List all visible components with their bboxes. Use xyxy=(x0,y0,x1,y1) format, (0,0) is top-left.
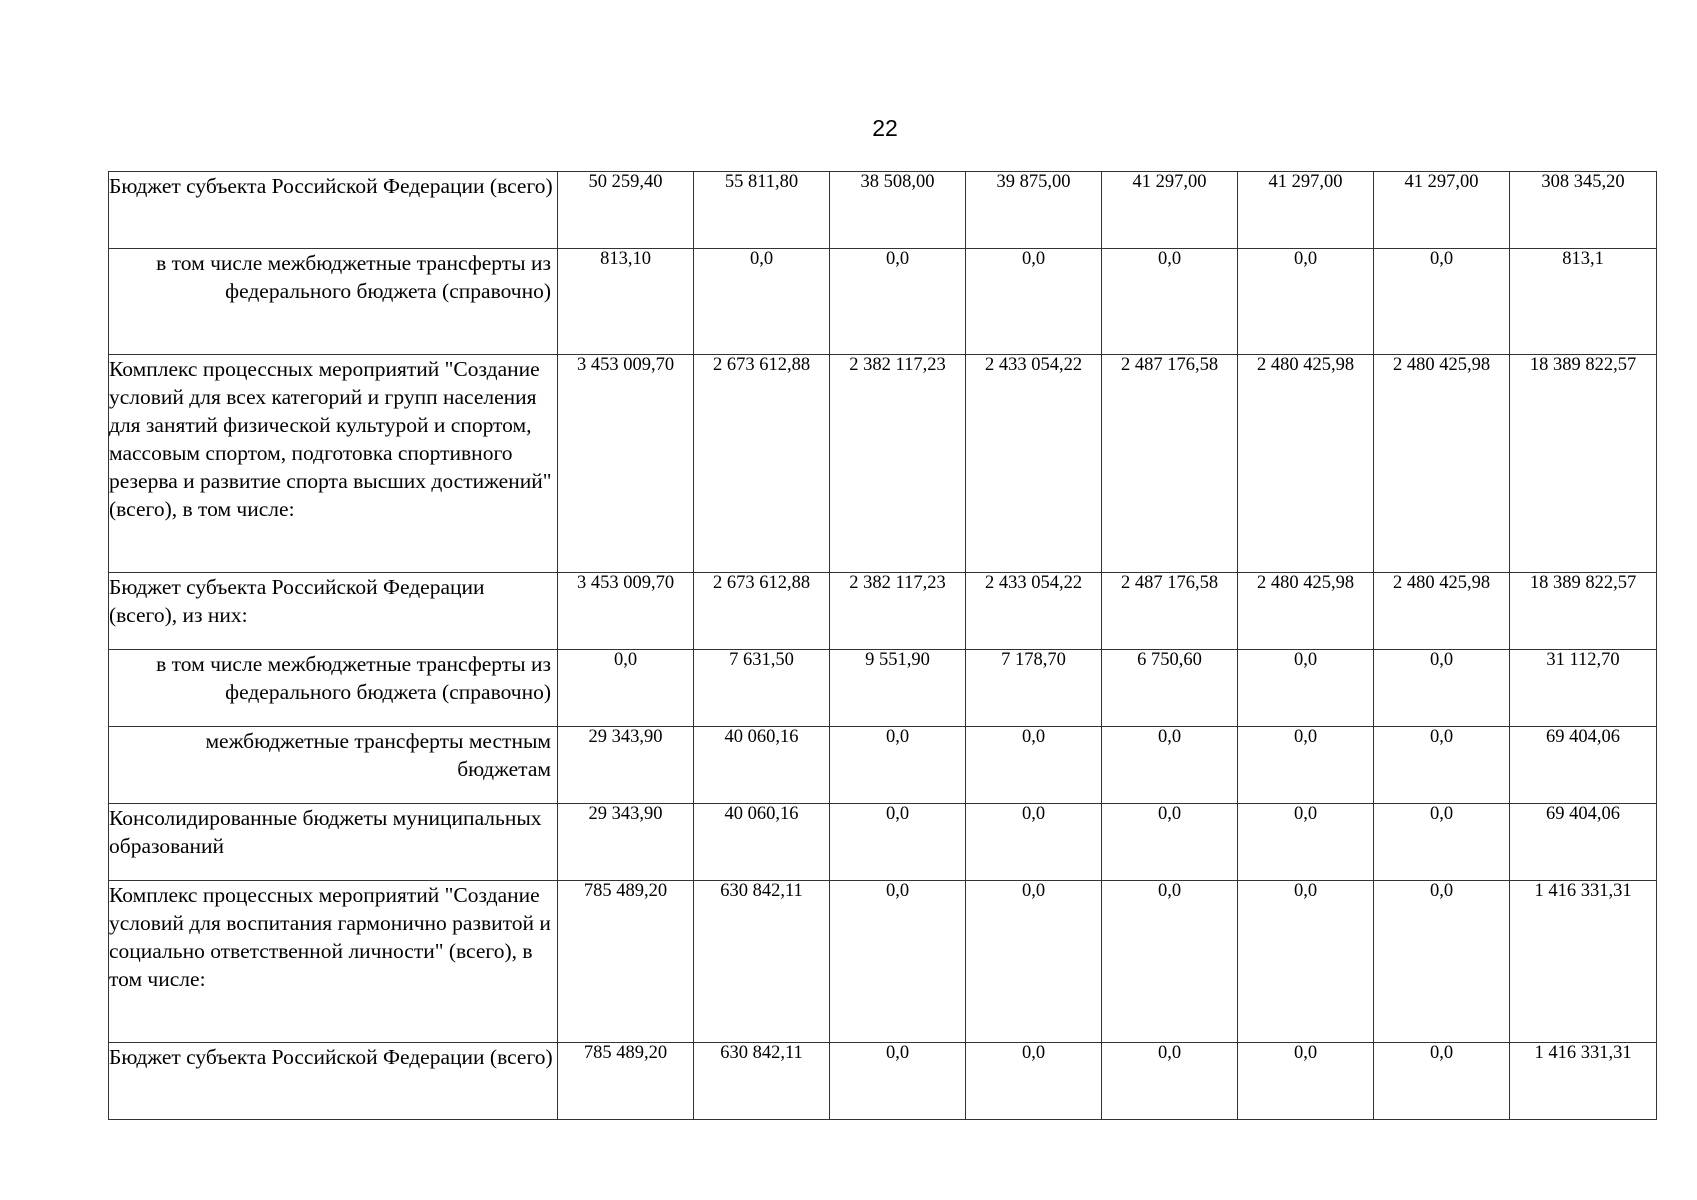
value-cell: 2 433 054,22 xyxy=(966,573,1102,650)
value-cell: 18 389 822,57 xyxy=(1510,355,1657,573)
value-cell: 39 875,00 xyxy=(966,172,1102,249)
value-cell: 785 489,20 xyxy=(558,1043,694,1120)
value-cell: 40 060,16 xyxy=(694,804,830,881)
value-cell: 3 453 009,70 xyxy=(558,573,694,650)
value-cell: 9 551,90 xyxy=(830,650,966,727)
row-label: Консолидированные бюджеты муниципальных образований xyxy=(109,804,558,881)
value-cell: 785 489,20 xyxy=(558,881,694,1043)
value-cell: 55 811,80 xyxy=(694,172,830,249)
value-cell: 0,0 xyxy=(1238,881,1374,1043)
page-number: 22 xyxy=(872,115,898,141)
value-cell: 7 178,70 xyxy=(966,650,1102,727)
value-cell: 0,0 xyxy=(966,1043,1102,1120)
table-row xyxy=(109,249,1657,355)
value-cell: 0,0 xyxy=(1102,727,1238,804)
row-label: Бюджет субъекта Российской Федерации (всего) xyxy=(109,1043,558,1120)
value-cell: 2 433 054,22 xyxy=(966,355,1102,573)
row-label: Бюджет субъекта Российской Федерации (всего), из них: xyxy=(109,573,558,650)
value-cell: 1 416 331,31 xyxy=(1510,1043,1657,1120)
value-cell: 0,0 xyxy=(1102,1043,1238,1120)
value-cell: 0,0 xyxy=(1238,249,1374,355)
value-cell: 630 842,11 xyxy=(694,1043,830,1120)
value-cell: 0,0 xyxy=(1102,249,1238,355)
table-row xyxy=(109,727,1657,804)
value-cell: 0,0 xyxy=(1238,727,1374,804)
value-cell: 6 750,60 xyxy=(1102,650,1238,727)
value-cell: 2 487 176,58 xyxy=(1102,355,1238,573)
value-cell: 0,0 xyxy=(1238,804,1374,881)
table-row xyxy=(109,650,1657,727)
value-cell: 2 480 425,98 xyxy=(1238,355,1374,573)
value-cell: 0,0 xyxy=(966,881,1102,1043)
row-label: Бюджет субъекта Российской Федерации (всего) xyxy=(109,172,558,249)
value-cell: 0,0 xyxy=(1102,804,1238,881)
value-cell: 0,0 xyxy=(1374,650,1510,727)
value-cell: 29 343,90 xyxy=(558,727,694,804)
value-cell: 41 297,00 xyxy=(1374,172,1510,249)
value-cell: 2 487 176,58 xyxy=(1102,573,1238,650)
row-label: в том числе межбюджетные трансферты из федерального бюджета (справочно) xyxy=(109,650,558,727)
value-cell: 2 480 425,98 xyxy=(1374,355,1510,573)
value-cell: 0,0 xyxy=(966,249,1102,355)
value-cell: 0,0 xyxy=(558,650,694,727)
value-cell: 308 345,20 xyxy=(1510,172,1657,249)
value-cell: 630 842,11 xyxy=(694,881,830,1043)
value-cell: 69 404,06 xyxy=(1510,727,1657,804)
row-label: Комплекс процессных мероприятий "Создание условий для воспитания гармонично развитой и социально ответственной личности" (всего), в том числе: xyxy=(109,881,558,1043)
value-cell: 0,0 xyxy=(1238,1043,1374,1120)
row-label: в том числе межбюджетные трансферты из федерального бюджета (справочно) xyxy=(109,249,558,355)
table-row xyxy=(109,804,1657,881)
value-cell: 0,0 xyxy=(1374,1043,1510,1120)
value-cell: 0,0 xyxy=(694,249,830,355)
value-cell: 2 480 425,98 xyxy=(1238,573,1374,650)
value-cell: 0,0 xyxy=(1238,650,1374,727)
value-cell: 813,1 xyxy=(1510,249,1657,355)
value-cell: 0,0 xyxy=(966,727,1102,804)
table-row xyxy=(109,881,1657,1043)
value-cell: 0,0 xyxy=(1102,881,1238,1043)
value-cell: 813,10 xyxy=(558,249,694,355)
table-body xyxy=(109,172,1657,1120)
value-cell: 1 416 331,31 xyxy=(1510,881,1657,1043)
table-row xyxy=(109,1043,1657,1120)
table-row xyxy=(109,573,1657,650)
value-cell: 2 673 612,88 xyxy=(694,355,830,573)
row-label: Комплекс процессных мероприятий "Создание условий для всех категорий и групп населения для занятий физической культурой и спортом, массовым спортом, подготовка спортивного резерва и развитие спорта высших достижений" (всего), в том числе: xyxy=(109,355,558,573)
value-cell: 29 343,90 xyxy=(558,804,694,881)
row-label: межбюджетные трансферты местным бюджетам xyxy=(109,727,558,804)
value-cell: 38 508,00 xyxy=(830,172,966,249)
value-cell: 2 382 117,23 xyxy=(830,355,966,573)
value-cell: 7 631,50 xyxy=(694,650,830,727)
value-cell: 2 673 612,88 xyxy=(694,573,830,650)
value-cell: 2 480 425,98 xyxy=(1374,573,1510,650)
value-cell: 0,0 xyxy=(830,1043,966,1120)
value-cell: 0,0 xyxy=(1374,881,1510,1043)
value-cell: 50 259,40 xyxy=(558,172,694,249)
budget-table xyxy=(108,171,1657,1120)
value-cell: 0,0 xyxy=(830,249,966,355)
value-cell: 40 060,16 xyxy=(694,727,830,804)
value-cell: 0,0 xyxy=(1374,804,1510,881)
value-cell: 3 453 009,70 xyxy=(558,355,694,573)
value-cell: 41 297,00 xyxy=(1238,172,1374,249)
value-cell: 0,0 xyxy=(830,804,966,881)
table-row xyxy=(109,172,1657,249)
value-cell: 0,0 xyxy=(830,727,966,804)
value-cell: 2 382 117,23 xyxy=(830,573,966,650)
value-cell: 0,0 xyxy=(1374,727,1510,804)
value-cell: 69 404,06 xyxy=(1510,804,1657,881)
value-cell: 0,0 xyxy=(966,804,1102,881)
value-cell: 41 297,00 xyxy=(1102,172,1238,249)
value-cell: 31 112,70 xyxy=(1510,650,1657,727)
value-cell: 0,0 xyxy=(1374,249,1510,355)
table-row xyxy=(109,355,1657,573)
value-cell: 0,0 xyxy=(830,881,966,1043)
value-cell: 18 389 822,57 xyxy=(1510,573,1657,650)
